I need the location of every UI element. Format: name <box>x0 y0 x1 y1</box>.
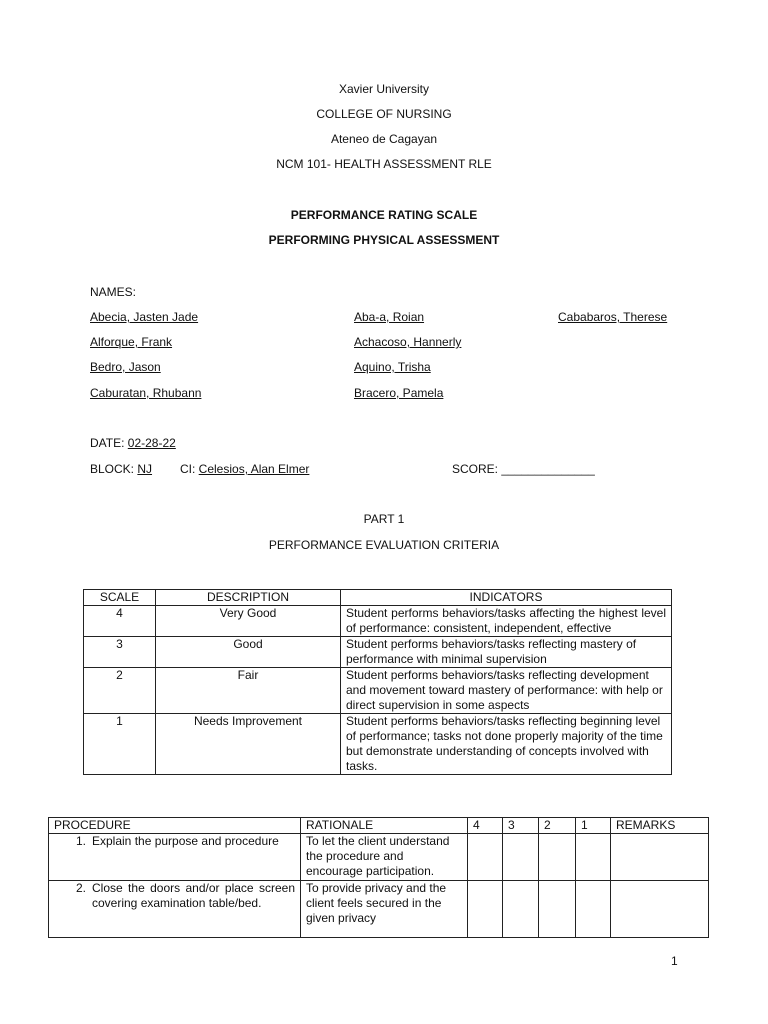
score-field: SCORE: ______________ <box>452 462 595 476</box>
rating-cell-4[interactable] <box>468 881 503 938</box>
column-header: 4 <box>468 818 503 834</box>
scale-cell: 3 <box>84 637 156 668</box>
name-item: Aba-a, Roian <box>354 310 425 324</box>
name-item: Achacoso, Hannerly <box>354 335 462 349</box>
procedure-text: Close the doors and/or place screen covering examination table/bed. <box>92 881 295 910</box>
name-item: Bedro, Jason <box>90 360 161 374</box>
column-header: DESCRIPTION <box>156 590 341 606</box>
block-line <box>90 462 152 476</box>
table-row <box>84 606 672 637</box>
name-item: Cababaros, Therese <box>558 310 668 324</box>
table-row <box>84 637 672 668</box>
procedure-number: 1. <box>76 834 87 848</box>
column-header: REMARKS <box>611 818 709 834</box>
column-header: PROCEDURE <box>49 818 301 834</box>
procedure-cell <box>49 834 301 881</box>
column-header: 1 <box>576 818 611 834</box>
remarks-cell[interactable] <box>611 834 709 881</box>
column-header: 3 <box>503 818 539 834</box>
block-label: BLOCK: <box>90 462 138 476</box>
name-item: Aquino, Trisha <box>354 360 431 374</box>
indicators-cell: Student performs behaviors/tasks reflecting beginning level of performance; tasks not done properly majority of the time but demonstrate understanding of concepts involved with tasks. <box>341 714 672 775</box>
campus-name: Ateneo de Cagayan <box>330 132 438 146</box>
column-header: RATIONALE <box>301 818 468 834</box>
part-title: PERFORMANCE EVALUATION CRITERIA <box>268 538 500 552</box>
procedure-number: 2. <box>76 881 87 895</box>
rating-cell-2[interactable] <box>539 881 576 938</box>
rationale-cell: To let the client understand the procedure and encourage participation. <box>301 834 468 881</box>
table-row <box>49 881 709 938</box>
table-header-row <box>84 590 672 606</box>
ci-value: Celesios, Alan Elmer <box>198 462 310 476</box>
rating-cell-4[interactable] <box>468 834 503 881</box>
rating-cell-1[interactable] <box>576 881 611 938</box>
procedure-table <box>48 817 709 938</box>
description-cell: Needs Improvement <box>156 714 341 775</box>
name-item: Abecia, Jasten Jade <box>90 310 199 324</box>
scale-cell: 2 <box>84 668 156 714</box>
names-label: NAMES: <box>90 285 137 299</box>
rating-cell-3[interactable] <box>503 881 539 938</box>
scale-cell: 4 <box>84 606 156 637</box>
table-header-row <box>49 818 709 834</box>
procedure-cell <box>49 881 301 938</box>
course-name: NCM 101- HEALTH ASSESSMENT RLE <box>276 157 492 171</box>
description-cell: Good <box>156 637 341 668</box>
column-header: 2 <box>539 818 576 834</box>
ci-line <box>180 462 309 476</box>
date-value: 02-28-22 <box>127 436 176 450</box>
column-header: INDICATORS <box>341 590 672 606</box>
part-label: PART 1 <box>363 512 405 526</box>
block-value: NJ <box>137 462 153 476</box>
name-item: Bracero, Pamela <box>354 386 444 400</box>
scale-table <box>83 589 672 775</box>
college-name: COLLEGE OF NURSING <box>316 107 452 121</box>
university-name: Xavier University <box>338 82 430 96</box>
name-item: Caburatan, Rhubann <box>90 386 202 400</box>
rating-cell-1[interactable] <box>576 834 611 881</box>
description-cell: Very Good <box>156 606 341 637</box>
document-title: PERFORMANCE RATING SCALE <box>290 208 478 222</box>
remarks-cell[interactable] <box>611 881 709 938</box>
table-row <box>49 834 709 881</box>
rationale-cell: To provide privacy and the client feels secured in the given privacy <box>301 881 468 938</box>
date-line <box>90 436 176 450</box>
procedure-text: Explain the purpose and procedure <box>92 834 279 848</box>
indicators-cell: Student performs behaviors/tasks reflecting mastery of performance with minimal supervision <box>341 637 672 668</box>
indicators-cell: Student performs behaviors/tasks reflecting development and movement toward mastery of performance: with help or direct supervision in some aspects <box>341 668 672 714</box>
name-item: Alforque, Frank <box>90 335 173 349</box>
ci-label: CI: <box>180 462 199 476</box>
table-row <box>84 714 672 775</box>
indicators-cell: Student performs behaviors/tasks affecting the highest level of performance: consistent, independent, effective <box>341 606 672 637</box>
rating-cell-3[interactable] <box>503 834 539 881</box>
column-header: SCALE <box>84 590 156 606</box>
description-cell: Fair <box>156 668 341 714</box>
page-number: 1 <box>671 954 678 968</box>
document-subtitle: PERFORMING PHYSICAL ASSESSMENT <box>268 233 500 247</box>
table-row <box>84 668 672 714</box>
rating-cell-2[interactable] <box>539 834 576 881</box>
scale-cell: 1 <box>84 714 156 775</box>
date-label: DATE: <box>90 436 128 450</box>
